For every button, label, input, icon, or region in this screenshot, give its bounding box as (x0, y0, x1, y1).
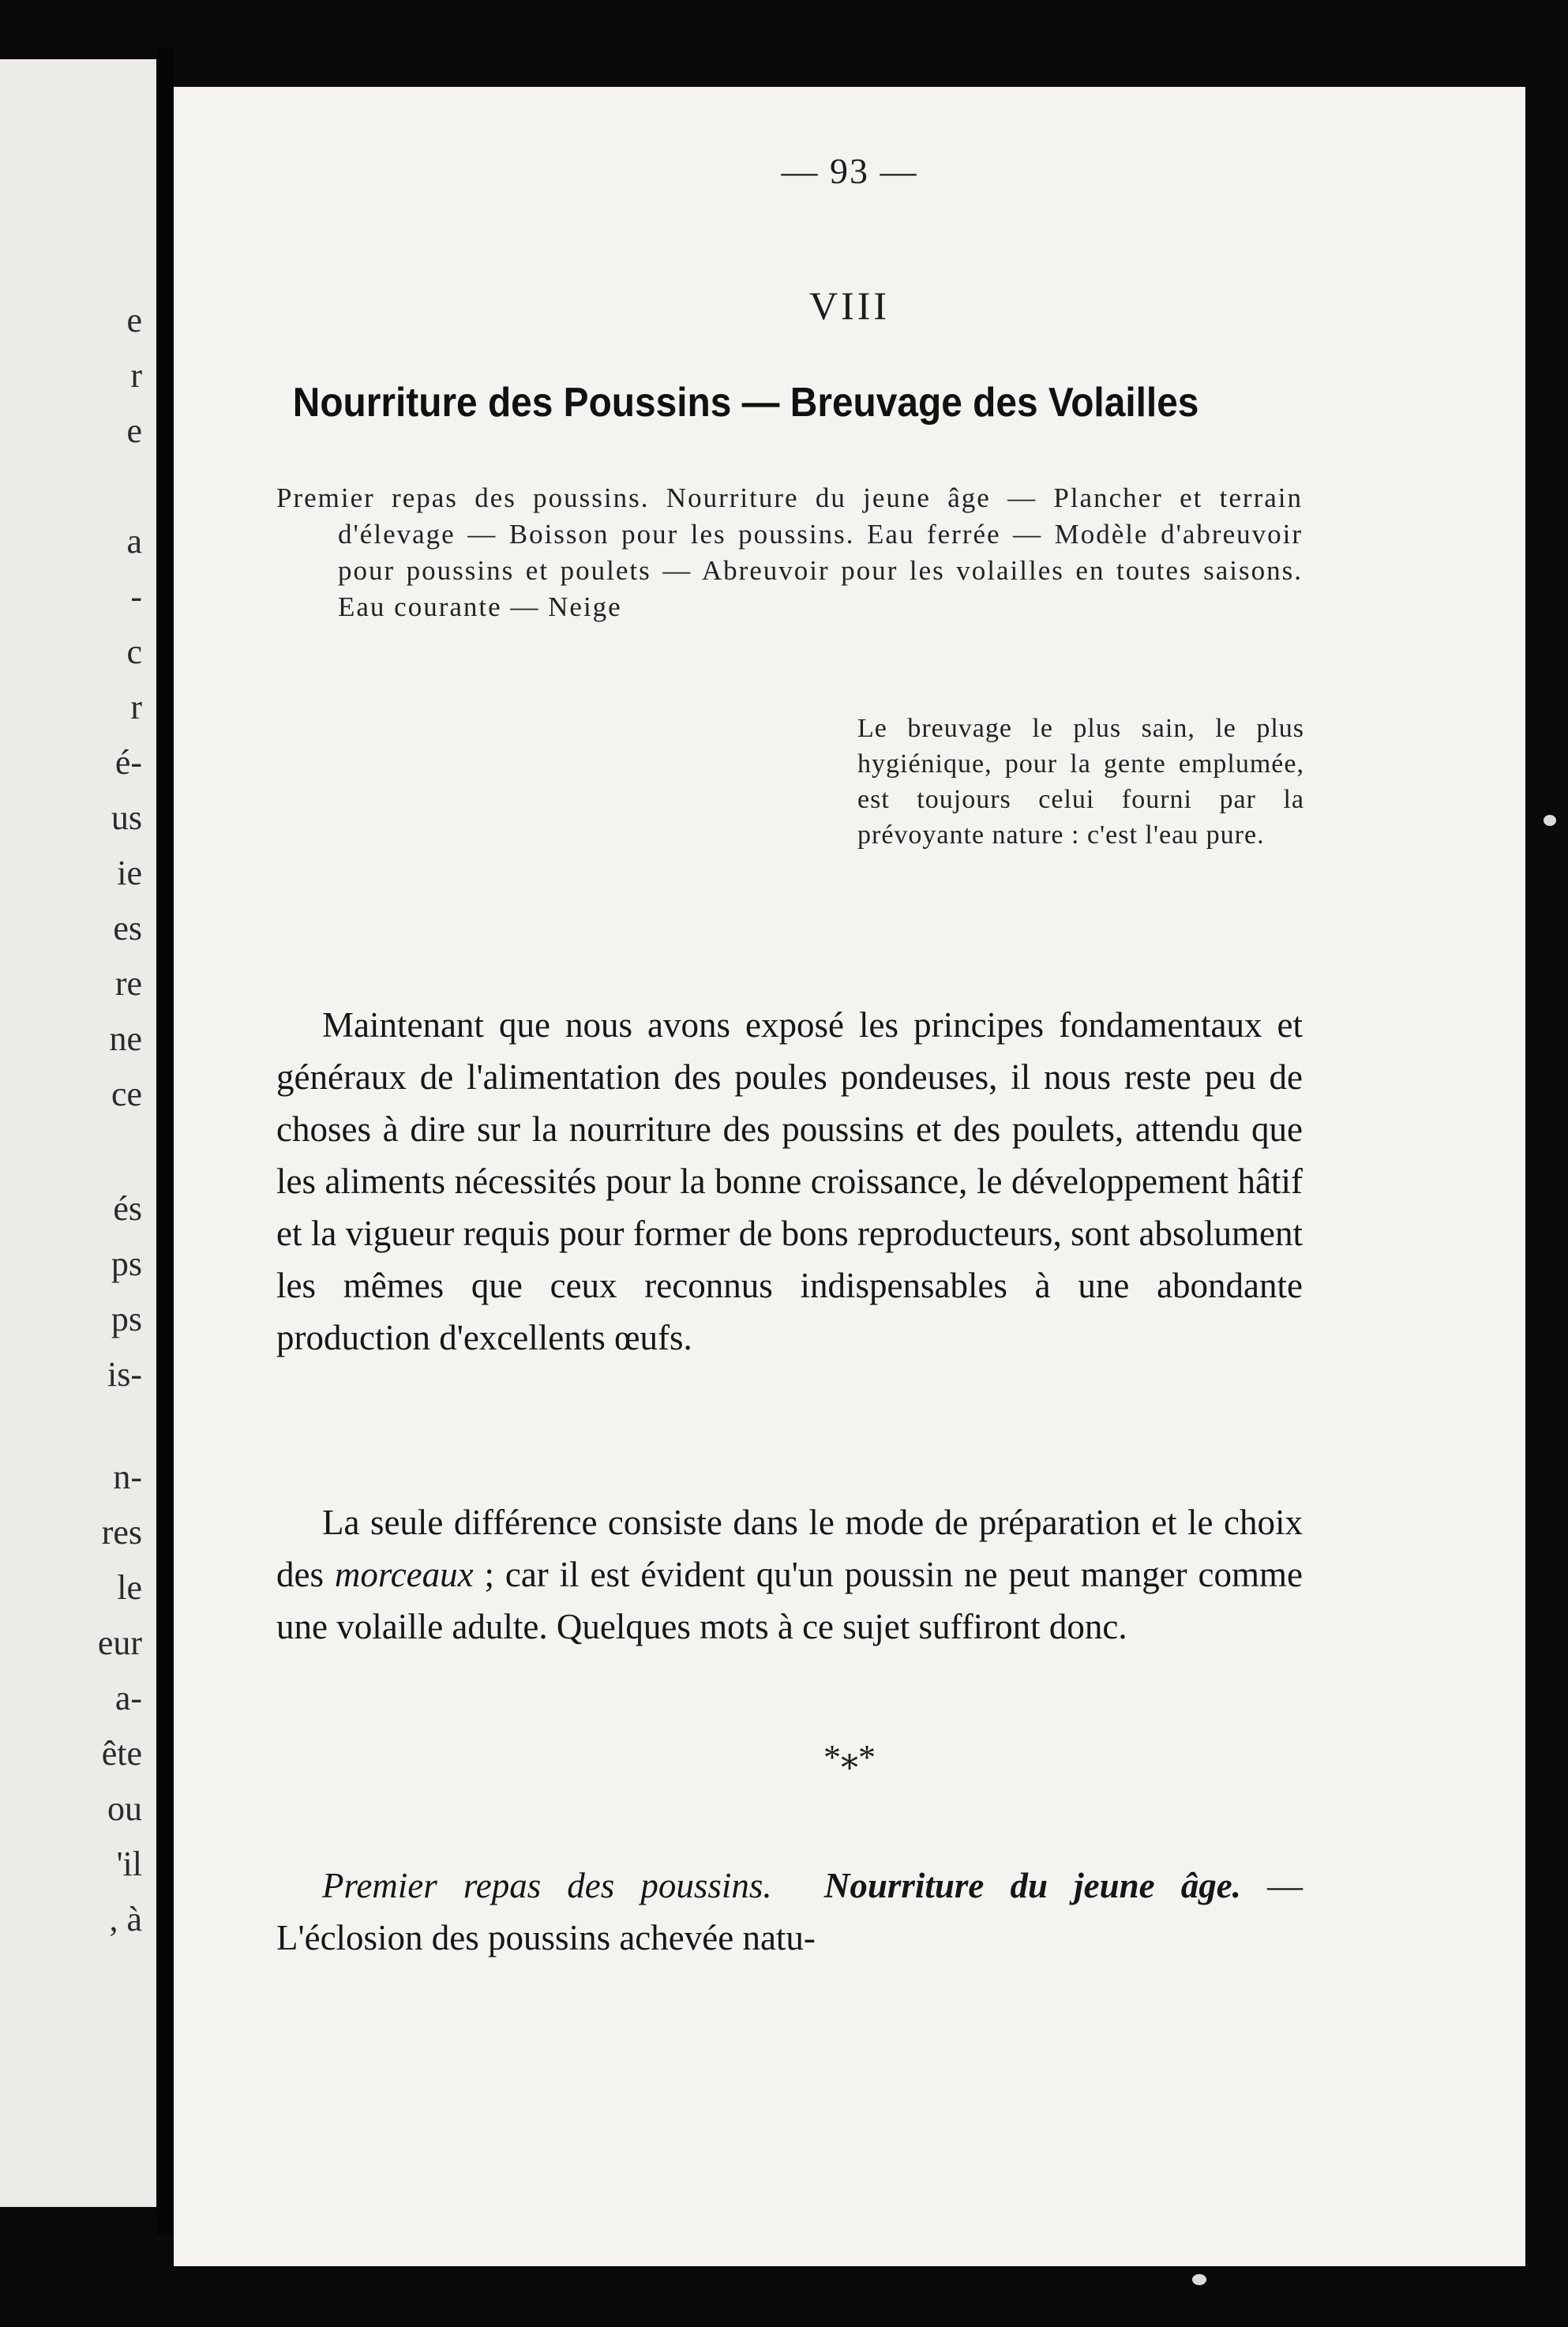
chapter-number: VIII (808, 283, 891, 328)
left-page-fragment: ou (107, 1789, 142, 1828)
left-page-fragment: le (117, 1568, 142, 1607)
book-gutter (156, 47, 174, 2235)
left-page-fragment: a (126, 522, 142, 561)
left-page-fragment: r (130, 688, 142, 726)
left-page-fragment: re (114, 964, 142, 1003)
left-page-fragment: eur (97, 1623, 142, 1662)
left-page-fragment: a- (114, 1679, 142, 1717)
left-page-fragment: n- (113, 1458, 142, 1496)
body-paragraph (276, 1860, 1303, 1964)
left-page-fragment: , à (109, 1900, 142, 1939)
body-paragraph (276, 1496, 1303, 1653)
left-page-fragment: es (113, 909, 142, 948)
section-heading-italic: Premier repas des poussins. (322, 1866, 772, 1905)
left-page-fragment: ps (111, 1300, 142, 1338)
left-facing-page (0, 59, 156, 2207)
section-separator: *⁎* (823, 1738, 876, 1777)
left-page-fragment: e (126, 301, 142, 340)
dust-speck (1192, 2274, 1206, 2285)
left-page-fragment: ce (111, 1075, 142, 1113)
paragraph-text: La seule différence consiste dans le mode de préparation et le choix des (276, 1503, 1303, 1594)
left-page-fragment: 'il (116, 1845, 142, 1883)
left-page-fragment: és (113, 1189, 142, 1228)
left-page-fragment: ne (109, 1019, 142, 1058)
section-heading-italic: Nourriture du jeune âge. (823, 1866, 1241, 1905)
book-page (174, 87, 1525, 2266)
left-page-fragment: ps (111, 1244, 142, 1283)
left-page-fragment: ie (117, 854, 142, 892)
left-page-fragment: c (126, 632, 142, 671)
left-page-fragment: e (126, 411, 142, 450)
chapter-title: Nourriture des Poussins — Breuvage des Volailles (292, 380, 1199, 426)
chapter-summary: Premier repas des poussins. Nourriture du jeune âge — Plancher et terrain d'élevage — Boisson pour les poussins. Eau ferrée — Modèle d'abreuvoir pour poussins et poulets — Abreuvoir pour les volailles en toutes saisons. Eau courante — Neige (276, 482, 1303, 622)
italic-term: morceaux (334, 1555, 474, 1594)
paragraph-text: ; car il est évident qu'un poussin ne peut manger comme une volaille adulte. Quelques mots à ce sujet suffiront donc. (276, 1555, 1303, 1646)
left-page-fragment: is- (107, 1355, 142, 1394)
left-page-fragment: us (111, 798, 142, 837)
epigraph: Le breuvage le plus sain, le plus hygiénique, pour la gente emplumée, est toujours celui fourni par la prévoyante nature : c'est l'eau pure. (857, 714, 1304, 850)
body-paragraph: Maintenant que nous avons exposé les principes fondamentaux et généraux de l'alimentation des poules pondeuses, il nous reste peu de choses à dire sur la nourriture des poussins et des poulets, attendu que les aliments nécessités pour la bonne croissance, le développement hâtif et la vigueur requis pour former de bons reproducteurs, sont absolument les mêmes que ceux reconnus indispensables à une abondante production d'excellents œufs. (276, 1005, 1303, 1357)
left-page-fragment: r (130, 356, 142, 395)
left-page-fragment: é- (114, 743, 142, 782)
left-page-fragment: ête (101, 1734, 142, 1773)
page-number: — 93 — (781, 151, 918, 191)
dust-speck (1544, 815, 1556, 826)
paragraph-text: — L'éclosion des poussins achevée natu- (276, 1866, 1304, 1957)
left-page-fragment: res (101, 1513, 142, 1552)
left-page-fragment: - (130, 577, 142, 616)
